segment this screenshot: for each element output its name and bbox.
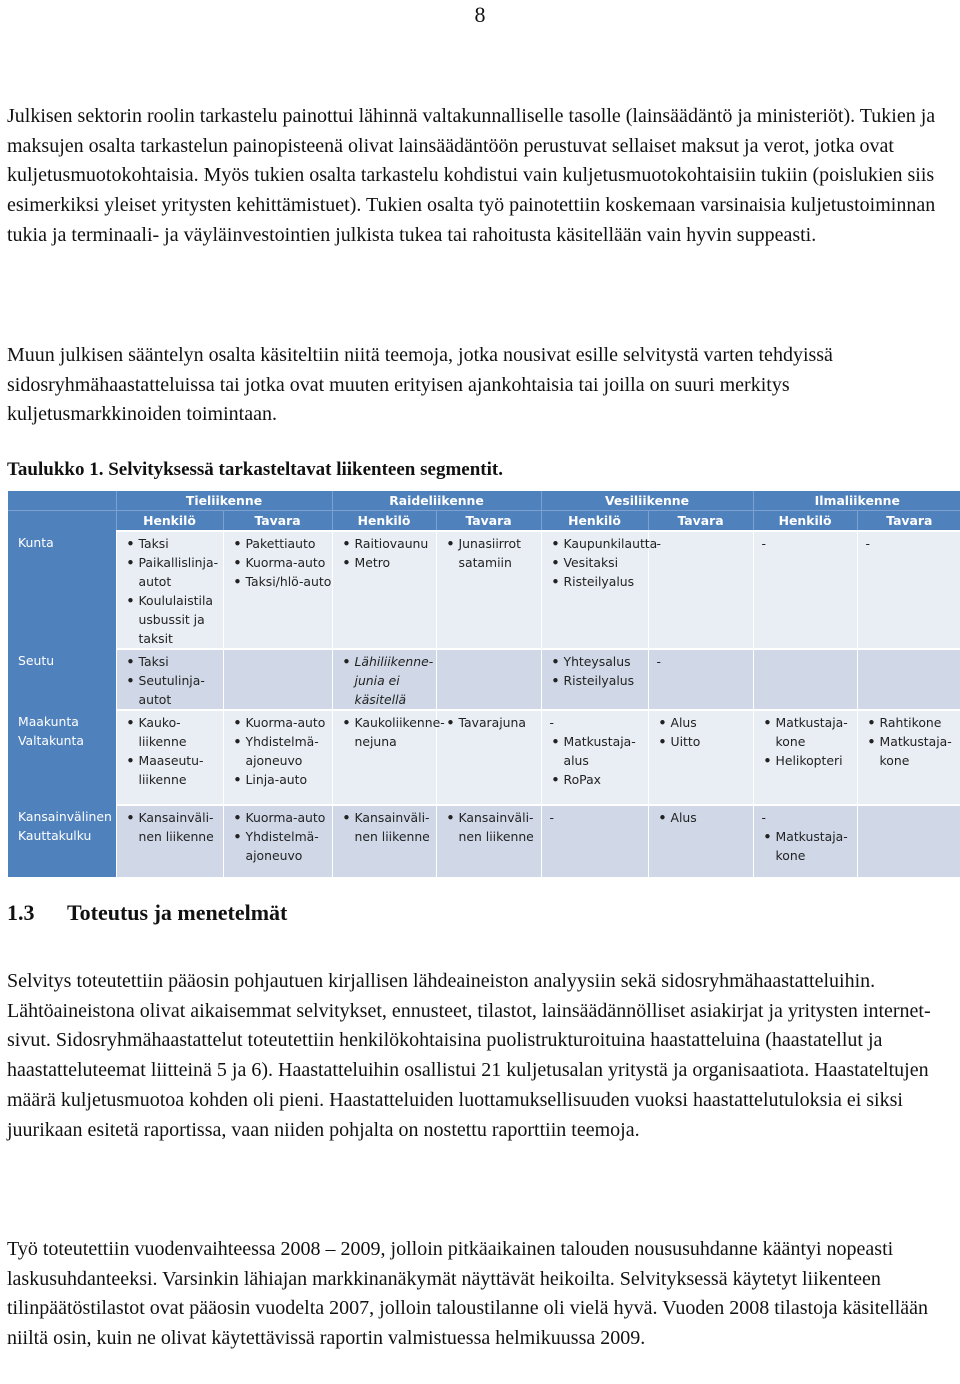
level-cell [8, 531, 116, 649]
sub-header: Tavara [857, 511, 960, 532]
table-cell [648, 531, 753, 649]
segments-table [8, 491, 960, 877]
level-cell [8, 649, 116, 710]
corner-cell [8, 491, 116, 511]
list-item: • Yhdistelmäajoneuvo [232, 827, 332, 865]
mode-air: Ilmaliikenne [753, 491, 960, 511]
level-cell [8, 805, 116, 877]
paragraph-regulation: Muun julkisen sääntelyn osalta käsiteltiin niitä teemoja, jotka nousivat esille selvitystä varten tehdyissä sidosryhmähaastatteluissa tai jotka ovat muuten erityisen ajankohtaisia tai joilla on suuri merkitys kuljetusmarkkinoiden toimintaan. [7, 344, 833, 426]
table-cell [116, 649, 223, 710]
bullet-list [437, 808, 541, 846]
dash-marker: - [865, 536, 871, 551]
table-cell [648, 805, 753, 877]
table-cell [753, 710, 857, 805]
bullet-list [224, 534, 332, 591]
table-cell [332, 710, 445, 805]
list-item: • Taksi [125, 534, 223, 553]
list-item: • Matkustajakone [866, 732, 960, 770]
table-cell [541, 531, 658, 649]
table-row [8, 805, 960, 877]
list-item: • Kaukoliikenne [125, 713, 223, 751]
list-item: • Seutulinjaautot [125, 671, 223, 709]
list-item: • Kaukoliikennenejuna [341, 713, 436, 751]
list-item: • Raitiovaunu [341, 534, 436, 553]
dash-marker: - [656, 654, 661, 669]
list-item: • Kansainvälinen liikenne [125, 808, 223, 846]
list-item: • Vesitaksi [550, 553, 648, 572]
bullet-list [858, 713, 960, 770]
bullet-list [333, 808, 436, 846]
table-cell [436, 805, 541, 877]
bullet-list [333, 534, 436, 572]
table-caption: Taulukko 1. Selvityksessä tarkasteltavat liikenteen segmentit. [7, 459, 503, 480]
mode-header-row [8, 491, 960, 511]
list-item: • Koululaistila usbussit ja taksit [125, 591, 223, 648]
bullet-list [437, 713, 541, 732]
mode-water: Vesiliikenne [541, 491, 753, 511]
table-row [8, 649, 960, 710]
paragraph-method: Selvitys toteutettiin pääosin pohjautuen kirjallisen lähdeaineiston analyysiin sekä sidosryhmähaastatteluihin. Lähtöaineistona olivat aikaisemmat selvitykset, ennusteet, tilastot, lainsäädännölliset asiakirjat ja yritysten internet-sivut. Sidosryhmähaastattelut toteutettiin henkilökohtaisina puolistrukturoituina haastatteluina (haastatellut ja haastatteluteemat liitteinä 5 ja 6). Haastatteluihin osallistui 21 kuljetusalan yritystä ja organisaatiota. Haastateltujen määrä kuljetusmuotoa kohden oli pieni. Haastatteluiden luottamuksellisuuden vuoksi haastattelutuloksia ei siksi juurikaan esitetä raportissa, vaan niiden pohjalta on nostettu raporttiin teemoja. [7, 970, 931, 1141]
table-row [8, 531, 960, 649]
bullet-list [117, 808, 223, 846]
table-cell [857, 531, 960, 649]
list-item: • Matkustajaalus [550, 732, 648, 770]
sub-header: Henkilö [541, 511, 648, 532]
paragraph-timing: Työ toteutettiin vuodenvaihteessa 2008 – 2009, jolloin pitkäaikainen talouden noususuhdanne kääntyi nopeasti laskusuhdanteeksi. Varsinkin lähiajan markkinanäkymät näyttävät heikoilta. Selvityksessä käytetyt liikenteen tilinpäätöstilastot ovat pääosin vuodelta 2007, jolloin taloustilanne oli vielä hyvä. Vuoden 2008 tilastoja käsitellään niiltä osin, kuin ne olivat käytettävissä raportin valmistuessa helmikuussa 2009. [7, 1238, 929, 1350]
section-title: Toteutus ja menetelmät [67, 900, 288, 925]
sub-header: Tavara [648, 511, 753, 532]
dash-marker: - [549, 810, 554, 825]
bullet-list [437, 534, 541, 572]
bullet-list [117, 713, 223, 789]
table-cell [332, 649, 436, 710]
sub-header: Tavara [223, 511, 332, 532]
level-label: Kansainvälinen [18, 809, 112, 824]
list-item: • Kansainvälinen liikenne [445, 808, 541, 846]
table-cell [436, 531, 541, 649]
list-item: • Kansainvälinen liikenne [341, 808, 436, 846]
table-row [8, 710, 960, 805]
bullet-list [542, 534, 658, 591]
table-cell [857, 710, 960, 805]
table-cell [541, 649, 648, 710]
table-cell [541, 805, 648, 877]
list-item: • Paikallislinjaautot [125, 553, 223, 591]
table-cell [116, 710, 223, 805]
list-item: • Yhdistelmäajoneuvo [232, 732, 332, 770]
list-item: • Helikopteri [762, 751, 857, 770]
list-item: • Alus [657, 713, 753, 732]
list-item: • Kaupunkilautta [550, 534, 648, 553]
level-label: Maakunta [18, 714, 79, 729]
list-item: • Maaseutuliikenne [125, 751, 223, 789]
list-item-italic: • Lähiliikennejunia ei käsitellä [341, 652, 436, 709]
list-item: • Taksi [125, 652, 223, 671]
bullet-list [542, 652, 648, 690]
list-item: • Yhteysalus [550, 652, 648, 671]
bullet-list [224, 713, 332, 789]
table-cell [223, 805, 332, 877]
mode-road: Tieliikenne [116, 491, 332, 511]
sub-header-row [8, 511, 960, 532]
list-item: • Kuorma-auto [232, 553, 332, 572]
table-cell [436, 710, 541, 805]
list-item: • Risteilyalus [550, 572, 648, 591]
dash-marker: - [761, 536, 767, 551]
list-item: • Risteilyalus [550, 671, 648, 690]
table-cell [116, 531, 223, 649]
sub-header: Henkilö [753, 511, 857, 532]
list-item: • Alus [657, 808, 753, 827]
bullet-list [333, 652, 436, 709]
table-cell [648, 649, 753, 710]
level-label: Kunta [18, 535, 54, 550]
sub-header: Tavara [436, 511, 541, 532]
level-label: Seutu [18, 653, 55, 668]
table-cell [857, 649, 960, 710]
table-cell [753, 805, 857, 877]
table-cell [436, 649, 541, 710]
table-cell [116, 805, 223, 877]
corner-cell [8, 511, 116, 532]
list-item: • Taksi/hlö-auto [232, 572, 332, 591]
list-item: • Pakettiauto [232, 534, 332, 553]
table-cell [648, 710, 753, 805]
bullet-list [224, 808, 332, 865]
section-number: 1.3 [7, 900, 35, 925]
sub-header: Henkilö [332, 511, 436, 532]
list-item: • Metro [341, 553, 436, 572]
bullet-list [117, 652, 223, 709]
section-heading [7, 900, 287, 926]
list-item: • Matkustajakone [762, 827, 857, 865]
table-cell [223, 710, 332, 805]
list-item: • Uitto [657, 732, 753, 751]
bullet-list [649, 713, 753, 751]
list-item: • Matkustajakone [762, 713, 857, 751]
table-cell [223, 649, 332, 710]
list-item: • Kuorma-auto [232, 808, 332, 827]
bullet-list [649, 808, 753, 827]
list-item: • Rahtikone [866, 713, 960, 732]
page-number: 8 [474, 2, 486, 27]
dash-marker: - [549, 715, 554, 730]
table-cell [753, 649, 857, 710]
level-cell [8, 710, 116, 805]
level-label: Valtakunta [18, 733, 84, 748]
list-item: • Linja-auto [232, 770, 332, 789]
level-label: Kauttakulku [18, 828, 92, 843]
dash-marker: - [656, 536, 661, 551]
list-item: • Tavarajuna [445, 713, 541, 732]
table-cell [332, 531, 436, 649]
list-item: • Junasiirrot satamiin [445, 534, 541, 572]
mode-rail: Raideliikenne [332, 491, 541, 511]
table-cell [541, 710, 648, 805]
list-item: • Kuorma-auto [232, 713, 332, 732]
segments-table-body [8, 531, 960, 877]
paragraph-public-sector: Julkisen sektorin roolin tarkastelu painottui lähinnä valtakunnalliselle tasolle (lainsäädäntö ja ministeriöt). Tukien ja maksujen osalta tarkastelun painopisteenä olivat lainsäädäntöön perustuvat sellaiset maksut ja verot, jotka ovat kuljetusmuotokohtaisia. Myös tukien osalta tarkastelu kohdistui vain kuljetusmuotokohtaisiin tukiin (poislukien siis esimerkiksi yleiset yritysten kehittämistuet). Tukien osalta työ painotettiin koskemaan varsinaisia kuljetustoiminnan tukia ja terminaali- ja väyläinvestointien julkista tukea tai rahoitusta käsitellään vain hyvin suppeasti. [7, 105, 936, 246]
dash-marker: - [761, 810, 767, 825]
bullet-list [542, 732, 648, 789]
bullet-list [117, 534, 223, 648]
table-cell [332, 805, 436, 877]
table-cell [753, 531, 857, 649]
table-cell [857, 805, 960, 877]
bullet-list [333, 713, 445, 751]
bullet-list [754, 713, 857, 770]
list-item: • RoPax [550, 770, 648, 789]
table-cell [223, 531, 332, 649]
bullet-list [754, 827, 857, 865]
sub-header: Henkilö [116, 511, 223, 532]
